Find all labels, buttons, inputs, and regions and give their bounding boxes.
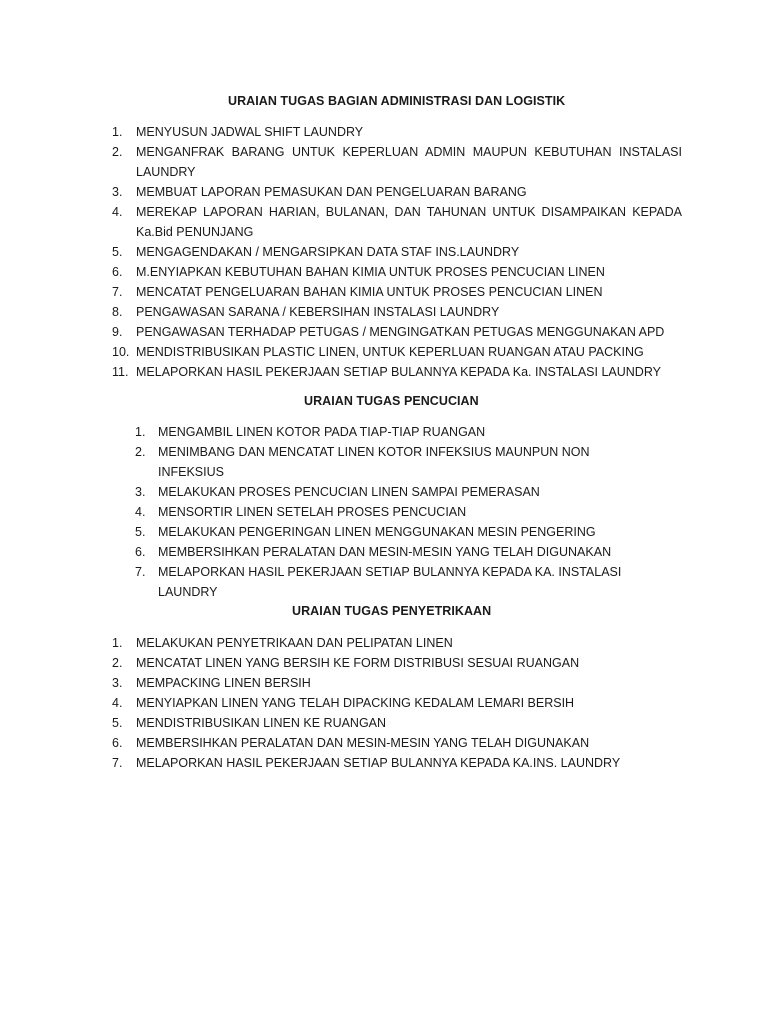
list-item [112,142,682,182]
task-list-administrasi-logistik [112,122,682,382]
item-number: 4. [135,505,146,519]
list-item [112,242,682,262]
item-text: MELAKUKAN PENYETRIKAAN DAN PELIPATAN LINEN [136,636,453,650]
section-title-pencucian: URAIAN TUGAS PENCUCIAN [304,394,479,408]
item-text: PENGAWASAN SARANA / KEBERSIHAN INSTALASI LAUNDRY [136,305,500,319]
item-number: 4. [112,696,123,710]
list-item [135,442,655,482]
list-item [112,342,682,362]
item-text: MEMBERSIHKAN PERALATAN DAN MESIN-MESIN YANG TELAH DIGUNAKAN [136,736,590,750]
list-item [112,753,632,773]
item-text: MELAPORKAN HASIL PEKERJAAN SETIAP BULANNYA KEPADA KA.INS. LAUNDRY [136,756,621,770]
item-text: MENGANFRAK BARANG UNTUK KEPERLUAN ADMIN MAUPUN KEBUTUHAN INSTALASI LAUNDRY [136,145,682,179]
section-title-administrasi-logistik: URAIAN TUGAS BAGIAN ADMINISTRASI DAN LOGISTIK [228,94,566,108]
item-number: 11. [112,365,129,379]
item-text: MELAPORKAN HASIL PEKERJAAN SETIAP BULANNYA KEPADA KA. INSTALASI LAUNDRY [158,565,622,599]
item-number: 2. [135,445,146,459]
item-number: 3. [112,185,123,199]
item-number: 8. [112,305,123,319]
item-text: M.ENYIAPKAN KEBUTUHAN BAHAN KIMIA UNTUK PROSES PENCUCIAN LINEN [136,265,605,279]
list-item [112,182,682,202]
list-item [112,202,682,242]
item-number: 5. [112,245,123,259]
list-item [112,362,682,382]
item-text: MELAKUKAN PROSES PENCUCIAN LINEN SAMPAI PEMERASAN [158,485,540,499]
item-text: MENIMBANG DAN MENCATAT LINEN KOTOR INFEKSIUS MAUNPUN NON INFEKSIUS [158,445,590,479]
list-item [112,653,632,673]
item-text: MEMBERSIHKAN PERALATAN DAN MESIN-MESIN YANG TELAH DIGUNAKAN [158,545,612,559]
item-number: 6. [135,545,146,559]
section-title-penyetrikaan: URAIAN TUGAS PENYETRIKAAN [292,604,492,618]
list-item [112,733,632,753]
item-text: MELAKUKAN PENGERINGAN LINEN MENGGUNAKAN MESIN PENGERING [158,525,596,539]
item-number: 1. [135,425,146,439]
list-item [135,542,655,562]
item-text: MENGAGENDAKAN / MENGARSIPKAN DATA STAF INS.LAUNDRY [136,245,520,259]
list-item [112,633,632,653]
item-number: 7. [112,756,123,770]
item-number: 3. [112,676,123,690]
item-number: 2. [112,145,123,159]
item-number: 7. [112,285,123,299]
list-item [135,502,655,522]
list-item [135,422,655,442]
item-text: MENDISTRIBUSIKAN PLASTIC LINEN, UNTUK KEPERLUAN RUANGAN ATAU PACKING [136,345,644,359]
list-item [112,693,632,713]
item-text: MENSORTIR LINEN SETELAH PROSES PENCUCIAN [158,505,467,519]
item-text: PENGAWASAN TERHADAP PETUGAS / MENGINGATKAN PETUGAS MENGGUNAKAN APD [136,325,665,339]
list-item [112,673,632,693]
item-text: MEMPACKING LINEN BERSIH [136,676,311,690]
item-text: MEREKAP LAPORAN HARIAN, BULANAN, DAN TAHUNAN UNTUK DISAMPAIKAN KEPADA Ka.Bid PENUNJANG [136,205,682,239]
item-number: 4. [112,205,123,219]
item-text: MENGAMBIL LINEN KOTOR PADA TIAP-TIAP RUANGAN [158,425,486,439]
task-list-penyetrikaan [112,633,632,773]
item-number: 6. [112,265,123,279]
item-number: 9. [112,325,123,339]
list-item [112,713,632,733]
list-item [112,322,682,342]
item-number: 1. [112,636,123,650]
task-list-pencucian [135,422,655,602]
item-number: 5. [112,716,123,730]
list-item [112,302,682,322]
list-item [112,282,682,302]
item-text: MEMBUAT LAPORAN PEMASUKAN DAN PENGELUARAN BARANG [136,185,527,199]
list-item [135,522,655,542]
item-text: MELAPORKAN HASIL PEKERJAAN SETIAP BULANNYA KEPADA Ka. INSTALASI LAUNDRY [136,365,661,379]
list-item [135,482,655,502]
item-text: MENDISTRIBUSIKAN LINEN KE RUANGAN [136,716,387,730]
item-number: 1. [112,125,123,139]
item-number: 7. [135,565,146,579]
item-number: 2. [112,656,123,670]
item-number: 6. [112,736,123,750]
item-text: MENYUSUN JADWAL SHIFT LAUNDRY [136,125,364,139]
list-item [135,562,655,602]
list-item [112,122,682,142]
item-number: 3. [135,485,146,499]
list-item [112,262,682,282]
item-number: 10. [112,345,130,359]
item-text: MENCATAT LINEN YANG BERSIH KE FORM DISTRIBUSI SESUAI RUANGAN [136,656,580,670]
item-number: 5. [135,525,146,539]
item-text: MENCATAT PENGELUARAN BAHAN KIMIA UNTUK PROSES PENCUCIAN LINEN [136,285,603,299]
item-text: MENYIAPKAN LINEN YANG TELAH DIPACKING KEDALAM LEMARI BERSIH [136,696,575,710]
